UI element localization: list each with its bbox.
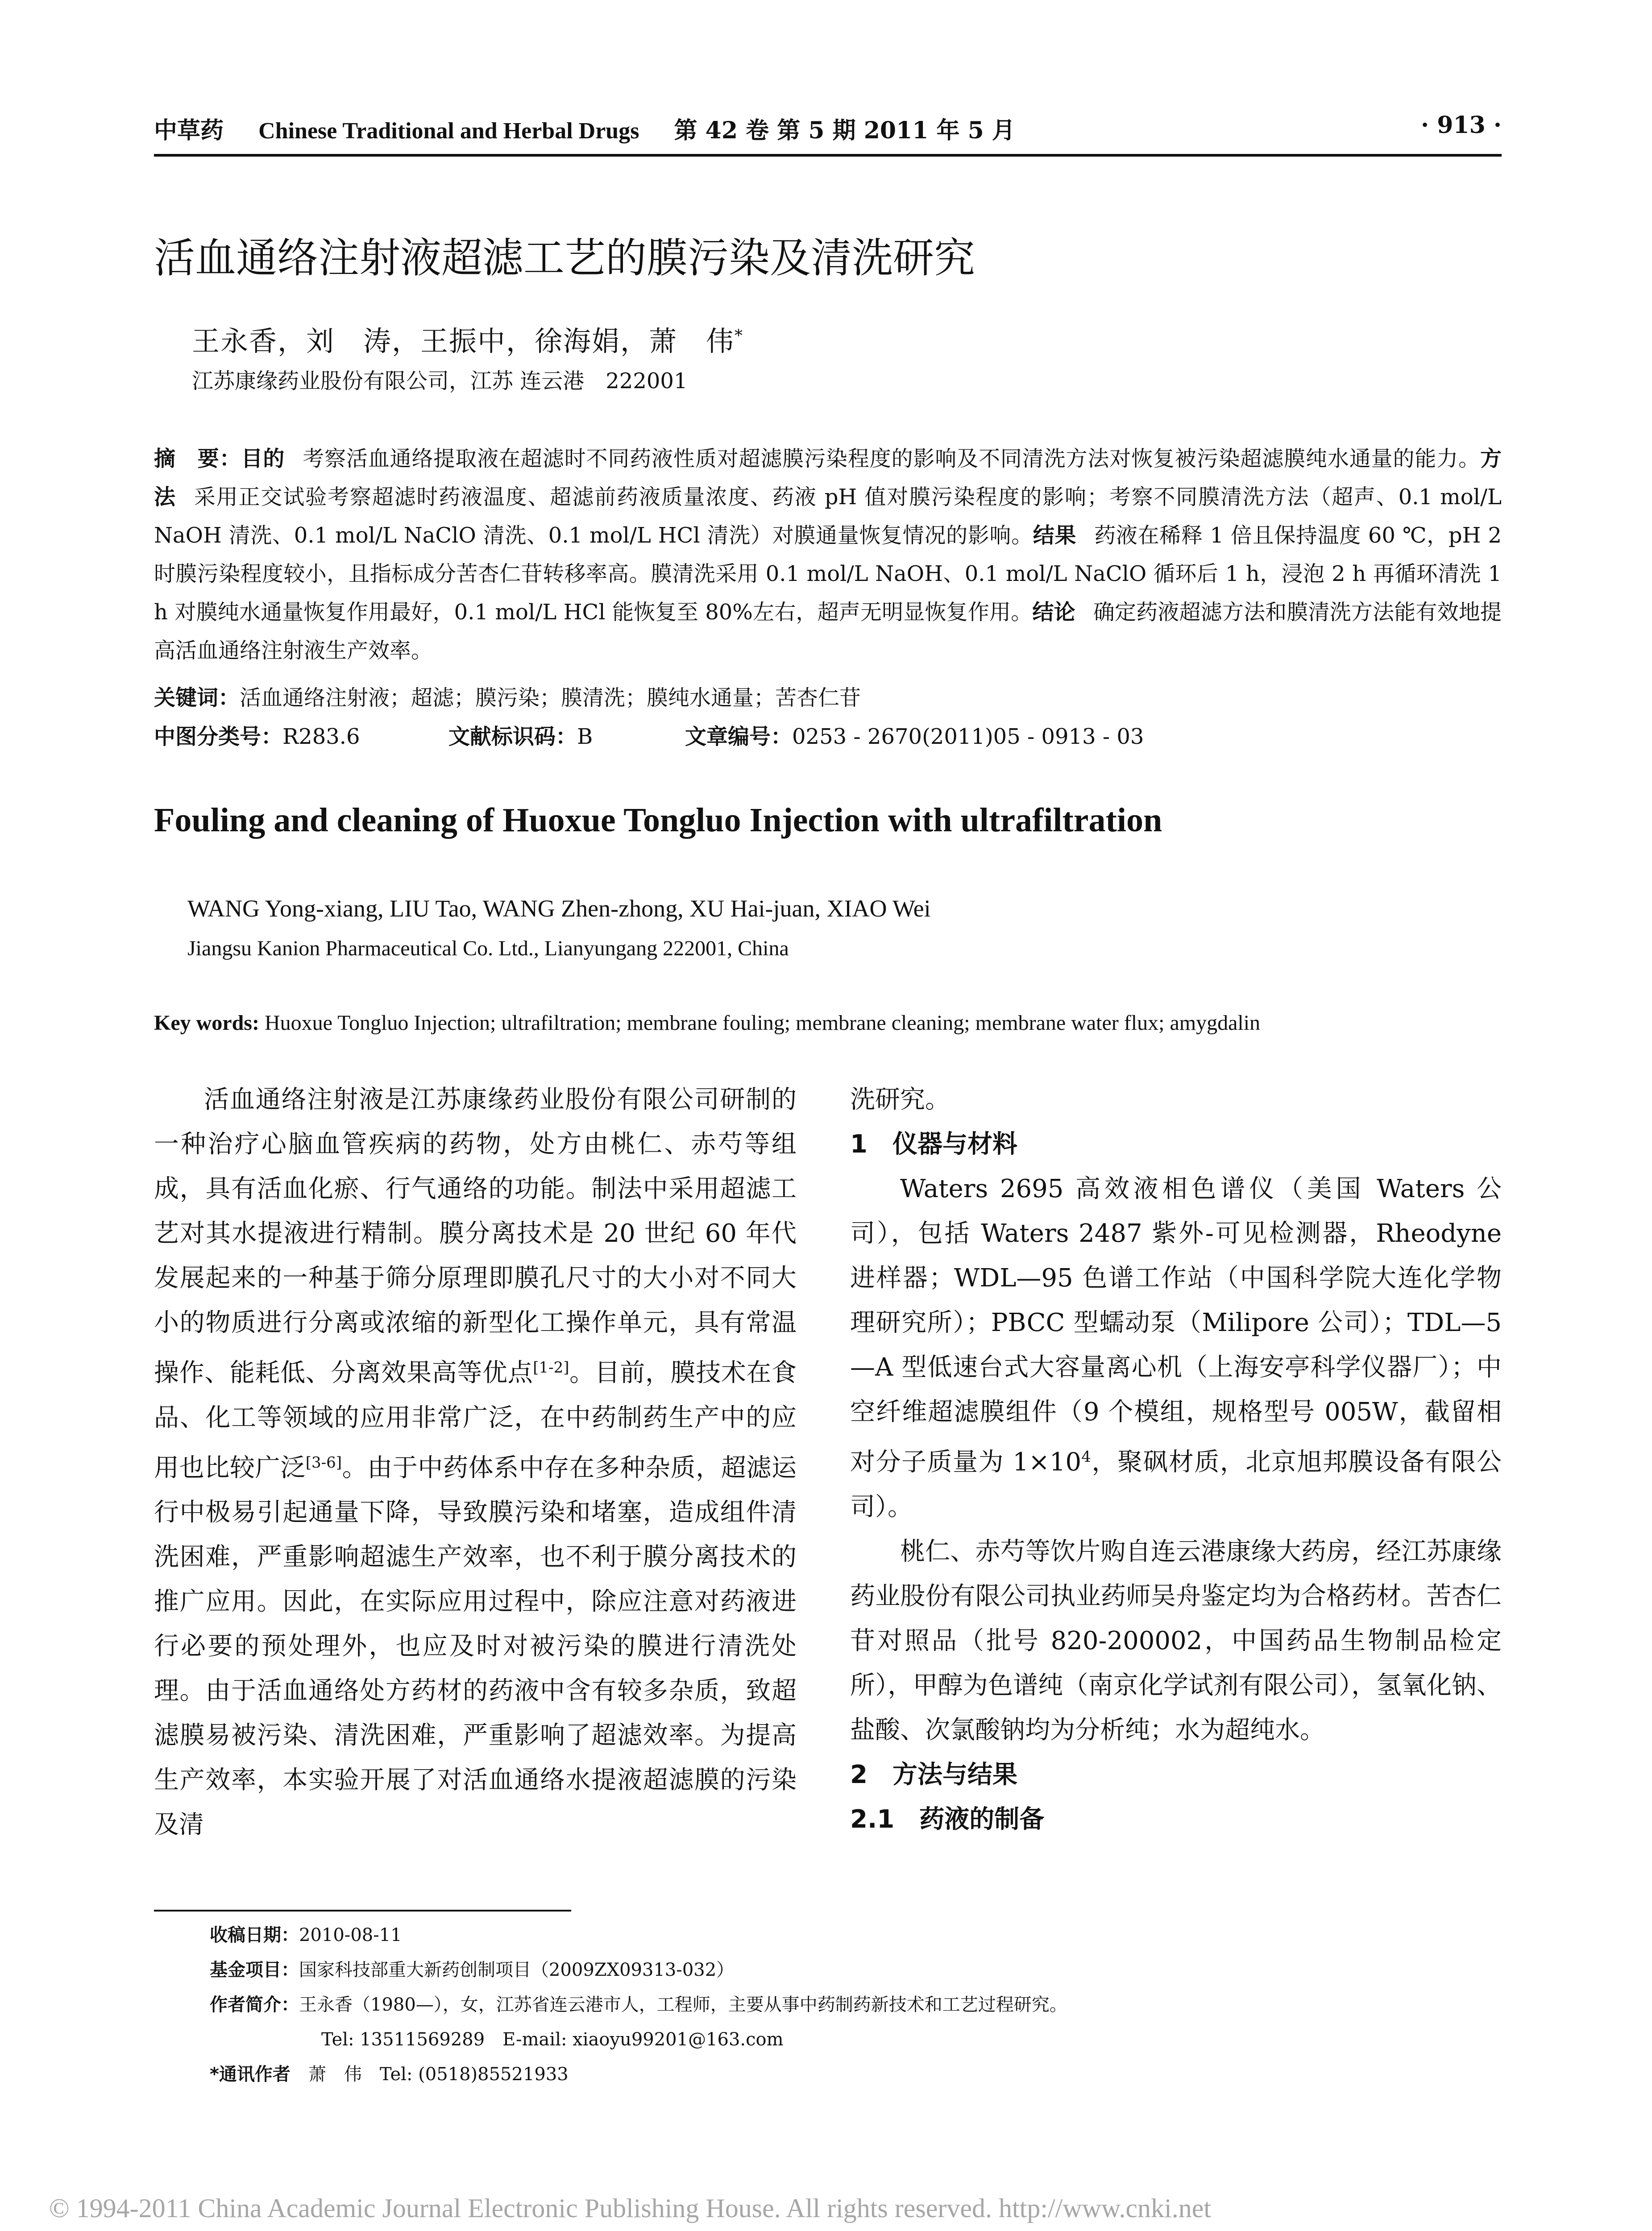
method-text: 采用正交试验考察超滤时药液温度、超滤前药液质量浓度、药液 pH 值对膜污染程度的影响；考察不同膜清洗方法（超声、0.1 mol/L NaOH 清洗、0.1 mol/L NaClO 清洗、0.1 mol/L HCl 清洗）对膜通量恢复情况的影响。 (154, 485, 1502, 548)
journal-name: Chinese Traditional and Herbal Drugs (258, 118, 639, 144)
clc-label: 中图分类号： (154, 724, 283, 749)
footnote-fund (210, 1956, 734, 1981)
footnote-contact: Tel: 13511569289 E-mail: xiaoyu99201@163.com (321, 2029, 784, 2050)
materials-paragraph: 桃仁、赤芍等饮片购自连云港康缘大药房，经江苏康缘药业股份有限公司执业药师吴舟鉴定均为合格药材。苦杏仁苷对照品（批号 820-200002，中国药品生物制品检定所），甲醇为色谱纯（南京化学试剂有限公司），氢氧化钠、盐酸、次氯酸钠均为分析纯；水为超纯水。 (850, 1537, 1502, 1745)
author-bio: 王永香（1980—），女，江苏省连云港市人，工程师，主要从事中药制药新技术和工艺过程研究。 (299, 1995, 1067, 2015)
section-heading-2: 2 方法与结果 (850, 1760, 1017, 1789)
keywords-cn-label: 关键词： (154, 685, 240, 710)
copyright-notice: © 1994-2011 China Academic Journal Electronic Publishing House. All rights reserved. http://www.cnki.net (49, 2194, 1212, 2223)
author-label: 作者简介： (210, 1995, 299, 2015)
title-cn: 活血通络注射液超滤工艺的膜污染及清洗研究 (154, 234, 975, 282)
intro-continuation: 洗研究。 (850, 1085, 950, 1114)
article-item (685, 719, 1144, 750)
conclusion-label: 结论 (1032, 600, 1075, 625)
instruments-text-1: Waters 2695 高效液相色谱仪（美国 Waters 公司），包括 Waters 2487 紫外-可见检测器，Rheodyne 进样器；WDL—95 色谱工作站（中国科学院大连化学物理研究所）；PBCC 型蠕动泵（Milipore 公司）；TDL—5—A 型低速台式大容量离心机（上海安亭科学仪器厂）；中空纤维超滤膜组件（9 个模组，规格型号 005W，截留相对分子质量为 1×10 (850, 1174, 1502, 1477)
body-column-right (850, 1078, 1502, 1842)
instruments-text-2: ，聚砜材质，北京旭邦膜设备有限公司）。 (850, 1447, 1502, 1522)
section-heading-1: 1 仪器与材料 (850, 1130, 1017, 1159)
footnote-author (210, 1990, 1067, 2016)
footnote-received (210, 1921, 402, 1946)
affiliation-en: Jiangsu Kanion Pharmaceutical Co. Ltd., Lianyungang 222001, China (187, 937, 789, 960)
clc-item (154, 719, 448, 750)
running-header (154, 112, 1502, 145)
doc-label: 文献标识码： (448, 724, 577, 749)
citation-3-6: [3-6] (305, 1453, 342, 1472)
keywords-en-label: Key words: (154, 1011, 259, 1035)
intro-text-3: 。由于中药体系中存在多种杂质，超滤运行中极易引起通量下降，导致膜污染和堵塞，造成组件清洗困难，严重影响超滤生产效率，也不利于膜分离技术的推广应用。因此，在实际应用过程中，除应注意对药液进行必要的预处理外，也应及时对被污染的膜进行清洗处理。由于活血通络处方药材的药液中含有较多杂质，致超滤膜易被污染、清洗困难，严重影响了超滤效率。为提高生产效率，本实验开展了对活血通络水提液超滤膜的污染及清 (154, 1453, 797, 1840)
issue-info: 第 42 卷 第 5 期 2011 年 5 月 (674, 117, 1015, 144)
classification-line (154, 719, 1502, 750)
citation-1-2: [1-2] (533, 1359, 569, 1377)
header-rule (154, 154, 1502, 157)
footnote-rule (154, 1910, 571, 1912)
footnote-corresponding (210, 2060, 569, 2086)
fund-text: 国家科技部重大新药创制项目（2009ZX09313-032） (299, 1960, 735, 1980)
corresponding-mark: * (735, 327, 744, 345)
authors-en: WANG Yong-xiang, LIU Tao, WANG Zhen-zhong, XU Hai-juan, XIAO Wei (187, 895, 931, 922)
title-en: Fouling and cleaning of Huoxue Tongluo Injection with ultrafiltration (154, 801, 1162, 839)
keywords-en-text: Huoxue Tongluo Injection; ultrafiltration; membrane fouling; membrane cleaning; membrane water flux; amygdalin (264, 1011, 1261, 1035)
article-value: 0253 - 2670(2011)05 - 0913 - 03 (792, 724, 1144, 749)
aim-text: 考察活血通络提取液在超滤时不同药液性质对超滤膜污染程度的影响及不同清洗方法对恢复被污染超滤膜纯水通量的能力。 (303, 446, 1480, 471)
abstract-label: 摘 要： (154, 446, 241, 471)
page-number: · 913 · (1421, 112, 1502, 139)
article-label: 文章编号： (685, 724, 793, 749)
body-column-left (154, 1078, 797, 1847)
conclusion-text: 确定药液超滤方法和膜清洗方法能有效地提高活血通络注射液生产效率。 (154, 600, 1502, 663)
corr-text: 萧 伟 Tel: (0518)85521933 (308, 2064, 569, 2085)
result-text: 药液在稀释 1 倍且保持温度 60 ℃，pH 2 时膜污染程度较小，且指标成分苦杏仁苷转移率高。膜清洗采用 0.1 mol/L NaOH、0.1 mol/L NaClO 循环后 1 h，浸泡 2 h 再循环清洗 1 h 对膜纯水通量恢复作用最好，0.1 mol/L HCl 能恢复至 80%左右，超声无明显恢复作用。 (154, 523, 1502, 625)
doc-value: B (577, 724, 593, 749)
method-label: 方法 (154, 446, 1502, 510)
authors-cn-names: 王永香，刘 涛，王振中，徐海娟，萧 伟 (192, 325, 735, 357)
doc-item (448, 719, 685, 750)
intro-text-2: 。目前，膜技术在食品、化工等领域的应用非常广泛，在中药制药生产中的应用也比较广泛 (154, 1358, 797, 1483)
authors-cn (192, 319, 743, 359)
aim-label: 目的 (241, 446, 285, 471)
received-label: 收稿日期： (210, 1925, 299, 1945)
clc-value: R283.6 (282, 724, 360, 749)
keywords-cn-text: 活血通络注射液；超滤；膜污染；膜清洗；膜纯水通量；苦杏仁苷 (240, 685, 861, 710)
corr-label: *通讯作者 (210, 2064, 291, 2085)
result-label: 结果 (1033, 523, 1077, 548)
intro-text-1: 活血通络注射液是江苏康缘药业股份有限公司研制的一种治疗心脑血管疾病的药物，处方由桃仁、赤芍等组成，具有活血化瘀、行气通络的功能。制法中采用超滤工艺对其水提液进行精制。膜分离技术是 20 世纪 60 年代发展起来的一种基于筛分原理即膜孔尺寸的大小对不同大小的物质进行分离或浓缩的新型化工操作单元，具有常温操作、能耗低、分离效果高等优点 (154, 1085, 797, 1388)
instruments-paragraph (850, 1167, 1502, 1530)
keywords-en (154, 1011, 1260, 1035)
journal-logo: 中草药 (154, 117, 224, 144)
intro-paragraph (154, 1078, 797, 1847)
received-date: 2010-08-11 (299, 1925, 402, 1945)
keywords-cn (154, 680, 861, 711)
exponent: 4 (1081, 1448, 1091, 1466)
abstract-cn (154, 440, 1502, 670)
section-heading-2-1: 2.1 药液的制备 (850, 1804, 1045, 1834)
affiliation-cn: 江苏康缘药业股份有限公司，江苏 连云港 222001 (192, 369, 688, 394)
fund-label: 基金项目： (210, 1960, 299, 1980)
